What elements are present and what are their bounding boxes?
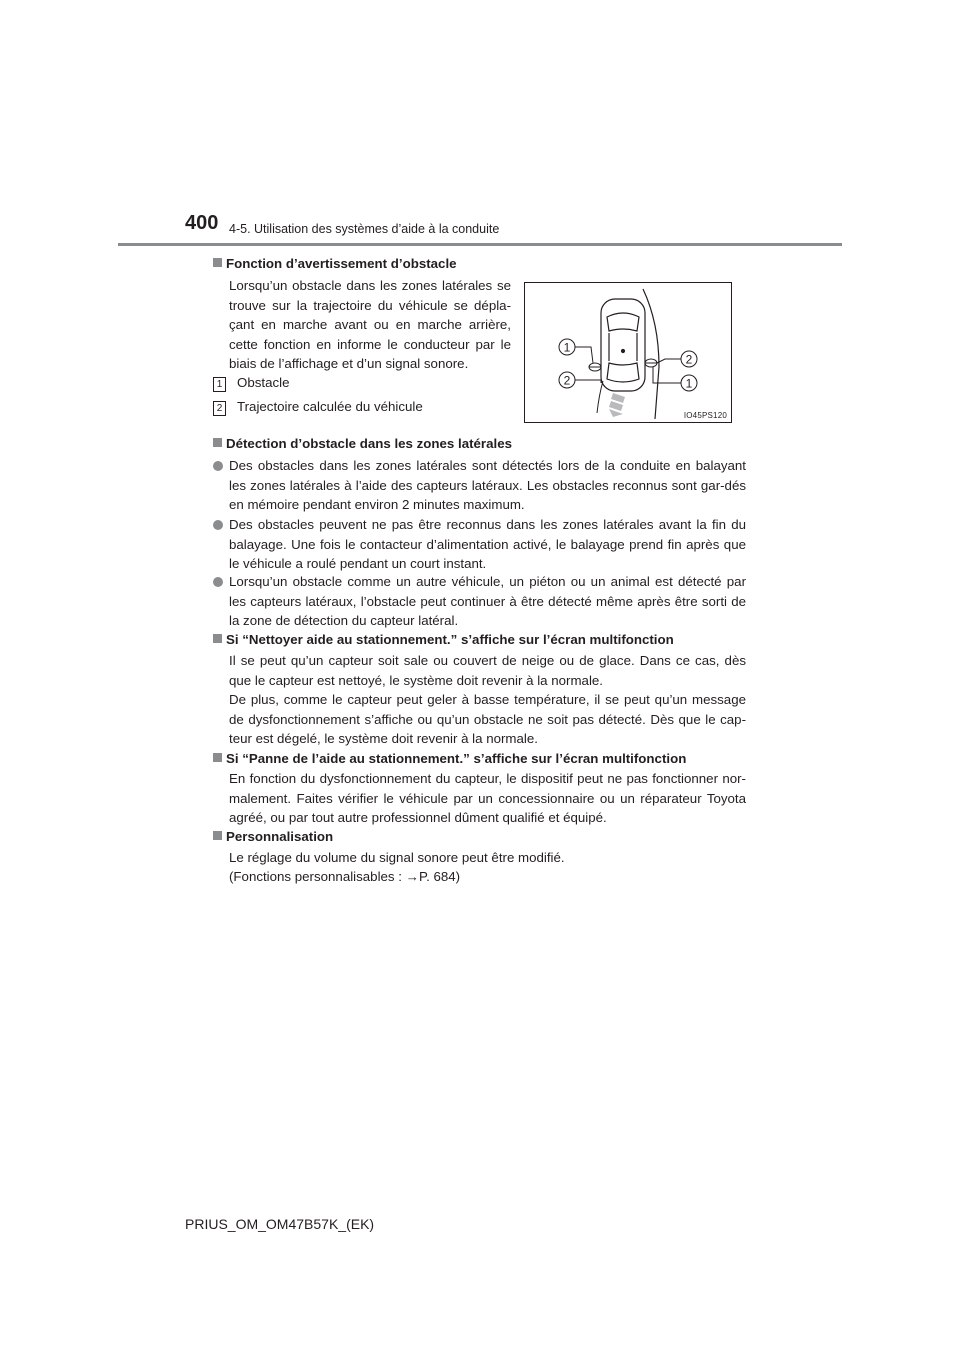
footer-code: PRIUS_OM_OM47B57K_(EK) [185, 1216, 375, 1232]
header-rule [118, 243, 842, 246]
car-top-view [601, 299, 645, 391]
square-bullet-icon [213, 438, 222, 447]
heading-failure-message: Si “Panne de l’aide au stationnement.” s’affiche sur l’écran multifonction [213, 750, 686, 768]
callout-label: 1 [685, 376, 693, 391]
customization-para-1: Le réglage du volume du signal sonore peut être modifié. [229, 850, 565, 865]
obstacle-diagram [524, 282, 732, 423]
round-bullet-icon [213, 520, 223, 530]
heading-obstacle-warning: Fonction d’avertissement d’obstacle [213, 255, 457, 273]
heading-side-detection: Détection d’obstacle dans les zones latérales [213, 435, 512, 453]
obstacle-warning-body: Lorsqu’un obstacle dans les zones latérales se trouve sur la trajectoire du véhicule se dépla-çant en marche avant ou en marche arrière, cette fonction en informe le conducteur par le biais de l’affichage et d’un signal sonore. [229, 278, 511, 372]
car-sensor-illustration [525, 283, 733, 424]
callout-label: 1 [563, 340, 571, 355]
clean-message-para-2: De plus, comme le capteur peut geler à basse température, il se peut qu’un message de dysfonctionnement s’affiche ou qu’un obstacle ne soit pas détecté. Dès que le cap-teur est dégelé, le système doit revenir à la normale. [229, 692, 746, 747]
failure-message-para: En fonction du dysfonctionnement du capteur, le dispositif peut ne pas fonctionner nor-malement. Faites vérifier le véhicule par un concessionnaire ou un réparateur Toyota agréé, ou par tout autre professionnel dûment qualifié et équipé. [229, 771, 746, 826]
callout-2-right [681, 351, 697, 367]
chapter-title: 4-5. Utilisation des systèmes d’aide à la conduite [229, 222, 500, 236]
bullet-item: Des obstacles dans les zones latérales sont détectés lors de la conduite en balayant les zones latérales à l’aide des capteurs latéraux. Les obstacles reconnus sont gar-dés en mémoire pendant environ 2 minutes maximum. [213, 456, 746, 515]
callout-2-left [559, 372, 575, 388]
heading-customization: Personnalisation [213, 828, 333, 846]
callout-1-left [559, 339, 575, 355]
heading-clean-message: Si “Nettoyer aide au stationnement.” s’affiche sur l’écran multifonction [213, 631, 674, 649]
square-bullet-icon [213, 258, 222, 267]
round-bullet-icon [213, 461, 223, 471]
figure-code: IO45PS120 [683, 411, 727, 420]
callout-1-right [681, 375, 697, 391]
callout-label: 2 [685, 352, 693, 367]
clean-message-para-1: Il se peut qu’un capteur soit sale ou couvert de neige ou de glace. Dans ce cas, dès que le capteur est nettoyé, le système doit revenir à la normale. [229, 653, 746, 688]
obstacle-left [589, 363, 601, 371]
trajectory-line-left [597, 381, 603, 413]
bullet-item: Des obstacles peuvent ne pas être reconnus dans les zones latérales avant la fin du balayage. Une fois le contacteur d’alimentation activé, le balayage prend fin après que le véhicule a roulé pendant un court instant. [213, 515, 746, 574]
obstacle-right [645, 359, 657, 367]
bullet-item: Lorsqu’un obstacle comme un autre véhicule, un piéton ou un animal est détecté par les capteurs latéraux, l’obstacle peut continuer à être détecté même après être sorti de la zone de détection du capteur latéral. [213, 572, 746, 631]
customization-para-2: (Fonctions personnalisables : →P. 684) [229, 869, 461, 884]
square-bullet-icon [213, 634, 222, 643]
reverse-arrow-icon [609, 393, 625, 417]
page-number: 400 [185, 212, 219, 234]
legend-item-1: 1 Obstacle [213, 374, 289, 392]
legend-item-2: 2 Trajectoire calculée du véhicule [213, 398, 423, 416]
round-bullet-icon [213, 577, 223, 587]
square-bullet-icon [213, 753, 222, 762]
number-box-1: 1 [213, 377, 226, 392]
square-bullet-icon [213, 831, 222, 840]
number-box-2: 2 [213, 401, 226, 416]
callout-label: 2 [563, 373, 571, 388]
